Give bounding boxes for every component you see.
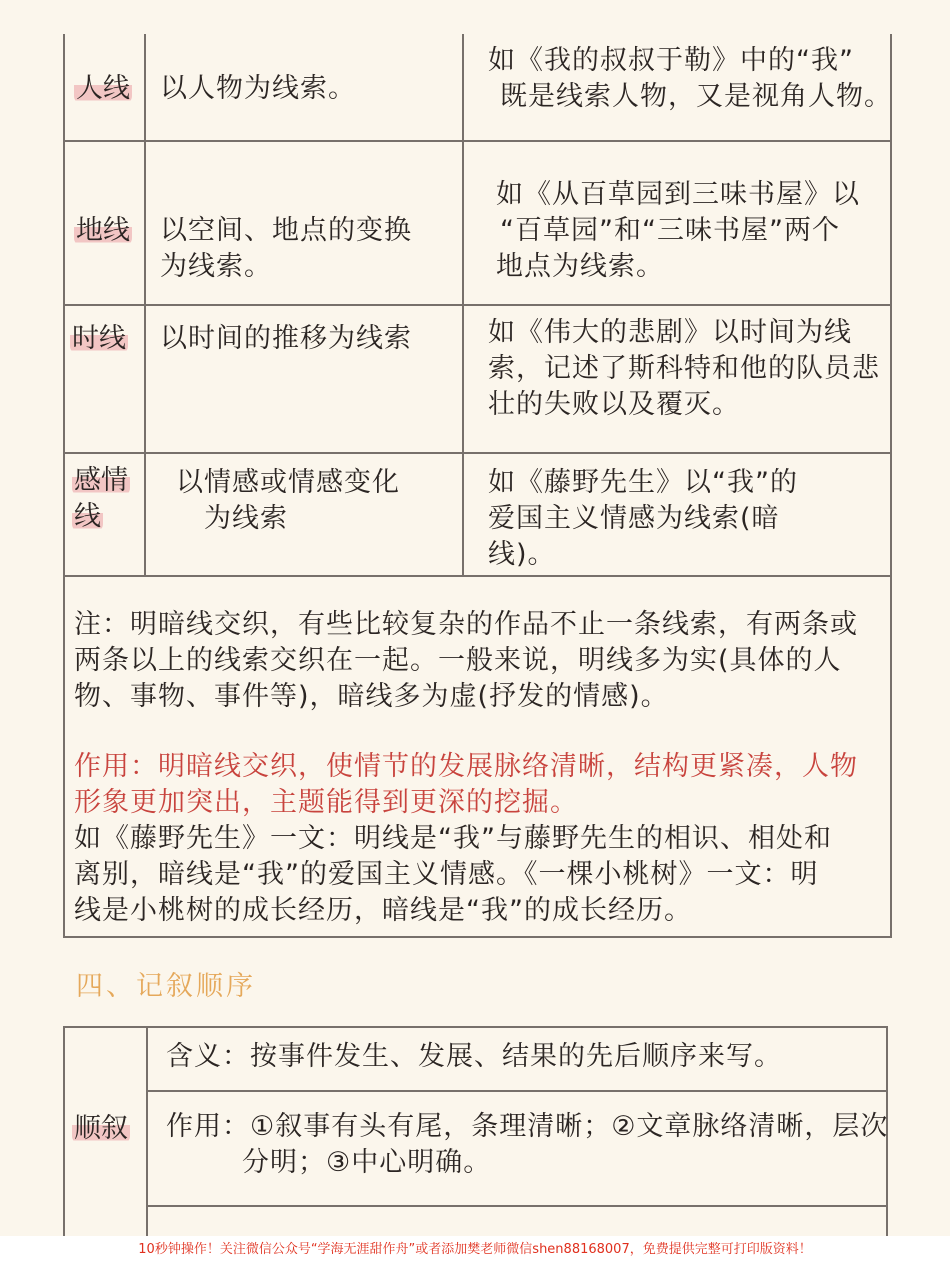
row-example-line: 如《从百草园到三味书屋》以 (496, 179, 860, 210)
order-meaning: 含义：按事件发生、发展、结果的先后顺序来写。 (166, 1041, 782, 1072)
table2-border-top (63, 1026, 888, 1028)
example-line: 如《藤野先生》一文：明线是“我”与藤野先生的相识、相处和 (74, 823, 832, 854)
example-line: 线是小桃树的成长经历，暗线是“我”的成长经历。 (74, 895, 692, 926)
row-example-line: “百草园”和“三味书屋”两个 (500, 215, 840, 246)
row-desc-emotion: 以情感或情感变化 (176, 467, 400, 498)
note-line: 注：明暗线交织，有些比较复杂的作品不止一条线索，有两条或 (74, 609, 858, 640)
row-desc-place: 为线索。 (160, 251, 272, 282)
row-label-emotion: 感情 (74, 465, 128, 496)
effect-line: 形象更加突出，主题能得到更深的挖掘。 (74, 787, 578, 818)
row-example-line: 索，记述了斯科特和他的队员悲 (488, 353, 880, 384)
table2-row-line (146, 1090, 888, 1092)
row-label-person: 人线 (76, 73, 130, 104)
row-desc-time: 以时间的推移为线索 (160, 323, 412, 354)
order-effect: 分明；③中心明确。 (242, 1147, 492, 1178)
row-example-line: 爱国主义情感为线索(暗 (488, 503, 780, 534)
order-effect: 作用：①叙事有头有尾，条理清晰；②文章脉络清晰，层次 (166, 1111, 889, 1142)
row-desc-person: 以人物为线索。 (160, 73, 356, 104)
table-border-left (63, 34, 65, 938)
note-line: 两条以上的线索交织在一起。一般来说，明线多为实(具体的人 (74, 645, 842, 676)
row-example-line: 壮的失败以及覆灭。 (488, 389, 740, 420)
effect-line: 作用：明暗线交织，使情节的发展脉络清晰，结构更紧凑，人物 (74, 751, 858, 782)
row-example-line: 既是线索人物，又是视角人物。 (500, 81, 892, 112)
table-border-right (890, 34, 892, 938)
order-label: 顺叙 (74, 1113, 128, 1144)
row-desc-emotion: 为线索 (204, 503, 288, 534)
row-example-line: 如《藤野先生》以“我”的 (488, 467, 798, 498)
table2-row-line (146, 1205, 888, 1207)
table-border-bottom (63, 936, 892, 938)
example-line: 离别，暗线是“我”的爱国主义情感。《一棵小桃树》一文：明 (74, 859, 819, 890)
row-line-4 (63, 575, 892, 577)
row-line-3 (63, 452, 892, 454)
row-example-line: 线)。 (488, 539, 556, 570)
table2-border-left (63, 1026, 65, 1236)
row-label-place: 地线 (76, 215, 130, 246)
note-line: 物、事物、事件等)，暗线多为虚(抒发的情感)。 (74, 681, 669, 712)
row-line-2 (63, 304, 892, 306)
row-label-emotion: 线 (74, 501, 101, 532)
row-example-line: 如《我的叔叔于勒》中的“我” (488, 45, 854, 76)
footer-banner: 10秒钟操作！关注微信公众号“学海无涯甜作舟”或者添加樊老师微信shen88168007，免费提供完整可打印版资料！ (0, 1236, 950, 1264)
row-example-line: 如《伟大的悲剧》以时间为线 (488, 317, 852, 348)
section-heading: 四、记叙顺序 (76, 971, 256, 1002)
row-example-line: 地点为线索。 (496, 251, 664, 282)
row-line-1 (63, 140, 892, 142)
row-desc-place: 以空间、地点的变换 (160, 215, 412, 246)
row-label-time: 时线 (72, 323, 126, 354)
